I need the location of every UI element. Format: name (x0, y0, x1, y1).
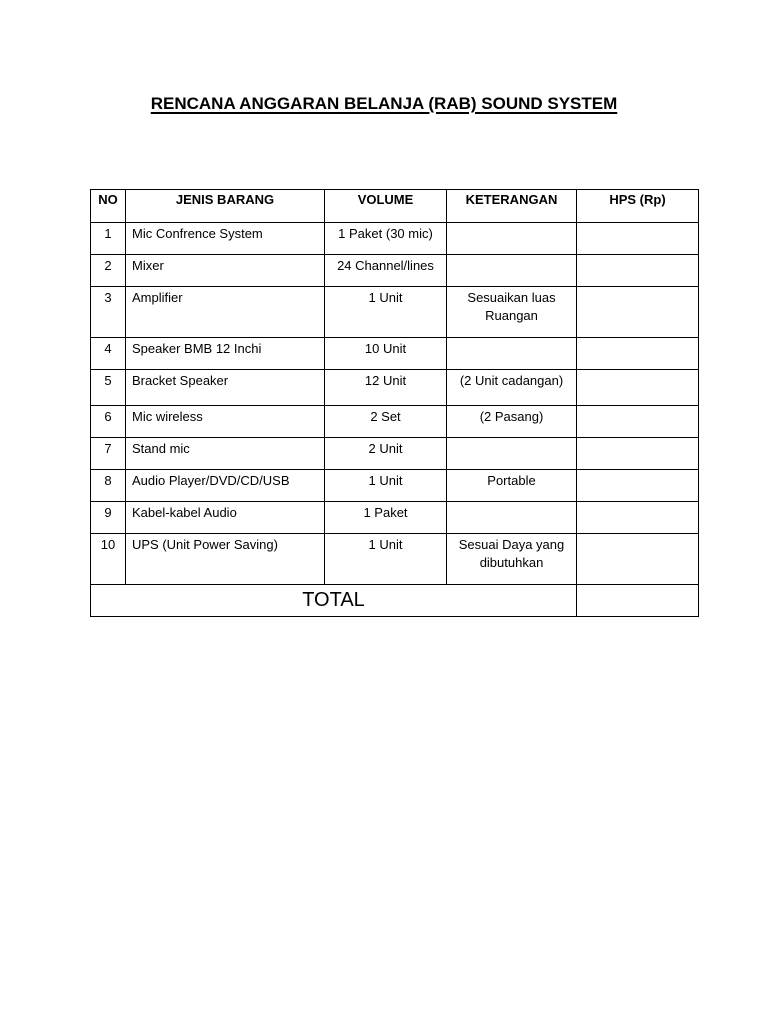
cell-volume: 1 Unit (325, 534, 447, 585)
table-header-row (91, 190, 699, 223)
cell-hps (577, 502, 699, 534)
cell-note (447, 338, 577, 370)
table-row (91, 470, 699, 502)
cell-no: 9 (91, 502, 126, 534)
document-title-text: RENCANA ANGGARAN BELANJA (RAB) SOUND SYSTEM (150, 94, 618, 113)
cell-volume: 24 Channel/lines (325, 255, 447, 287)
cell-no: 2 (91, 255, 126, 287)
cell-note (447, 223, 577, 255)
cell-note: Sesuaikan luas Ruangan (447, 287, 577, 338)
cell-item: Amplifier (126, 287, 325, 338)
cell-item: Bracket Speaker (126, 370, 325, 406)
cell-no: 7 (91, 438, 126, 470)
cell-item: Mic wireless (126, 406, 325, 438)
table-row (91, 370, 699, 406)
table-row (91, 502, 699, 534)
cell-no: 6 (91, 406, 126, 438)
total-label: TOTAL (91, 585, 577, 617)
cell-volume: 10 Unit (325, 338, 447, 370)
header-volume: VOLUME (325, 190, 447, 223)
cell-hps (577, 338, 699, 370)
cell-note (447, 255, 577, 287)
cell-no: 8 (91, 470, 126, 502)
cell-no: 1 (91, 223, 126, 255)
cell-item: Audio Player/DVD/CD/USB (126, 470, 325, 502)
total-value (577, 585, 699, 617)
header-note: KETERANGAN (447, 190, 577, 223)
cell-hps (577, 255, 699, 287)
cell-note: Portable (447, 470, 577, 502)
budget-table (90, 189, 699, 617)
cell-hps (577, 370, 699, 406)
header-no: NO (91, 190, 126, 223)
cell-item: Kabel-kabel Audio (126, 502, 325, 534)
table-row (91, 406, 699, 438)
table-row (91, 438, 699, 470)
cell-volume: 1 Unit (325, 287, 447, 338)
cell-note (447, 438, 577, 470)
cell-volume: 1 Paket (325, 502, 447, 534)
total-row (91, 585, 699, 617)
table-row (91, 223, 699, 255)
cell-note: (2 Unit cadangan) (447, 370, 577, 406)
cell-item: Stand mic (126, 438, 325, 470)
cell-item: UPS (Unit Power Saving) (126, 534, 325, 585)
table-row (91, 255, 699, 287)
cell-volume: 2 Set (325, 406, 447, 438)
table-row (91, 338, 699, 370)
cell-volume: 12 Unit (325, 370, 447, 406)
header-hps: HPS (Rp) (577, 190, 699, 223)
cell-note: Sesuai Daya yang dibutuhkan (447, 534, 577, 585)
cell-item: Speaker BMB 12 Inchi (126, 338, 325, 370)
cell-no: 3 (91, 287, 126, 338)
cell-item: Mic Confrence System (126, 223, 325, 255)
cell-no: 4 (91, 338, 126, 370)
cell-note (447, 502, 577, 534)
cell-note: (2 Pasang) (447, 406, 577, 438)
cell-hps (577, 534, 699, 585)
cell-no: 5 (91, 370, 126, 406)
cell-hps (577, 406, 699, 438)
cell-volume: 1 Paket (30 mic) (325, 223, 447, 255)
cell-volume: 1 Unit (325, 470, 447, 502)
cell-hps (577, 438, 699, 470)
header-item: JENIS BARANG (126, 190, 325, 223)
table-row (91, 534, 699, 585)
cell-hps (577, 287, 699, 338)
cell-no: 10 (91, 534, 126, 585)
table-row (91, 287, 699, 338)
cell-item: Mixer (126, 255, 325, 287)
cell-hps (577, 223, 699, 255)
cell-hps (577, 470, 699, 502)
document-title (0, 93, 768, 115)
cell-volume: 2 Unit (325, 438, 447, 470)
